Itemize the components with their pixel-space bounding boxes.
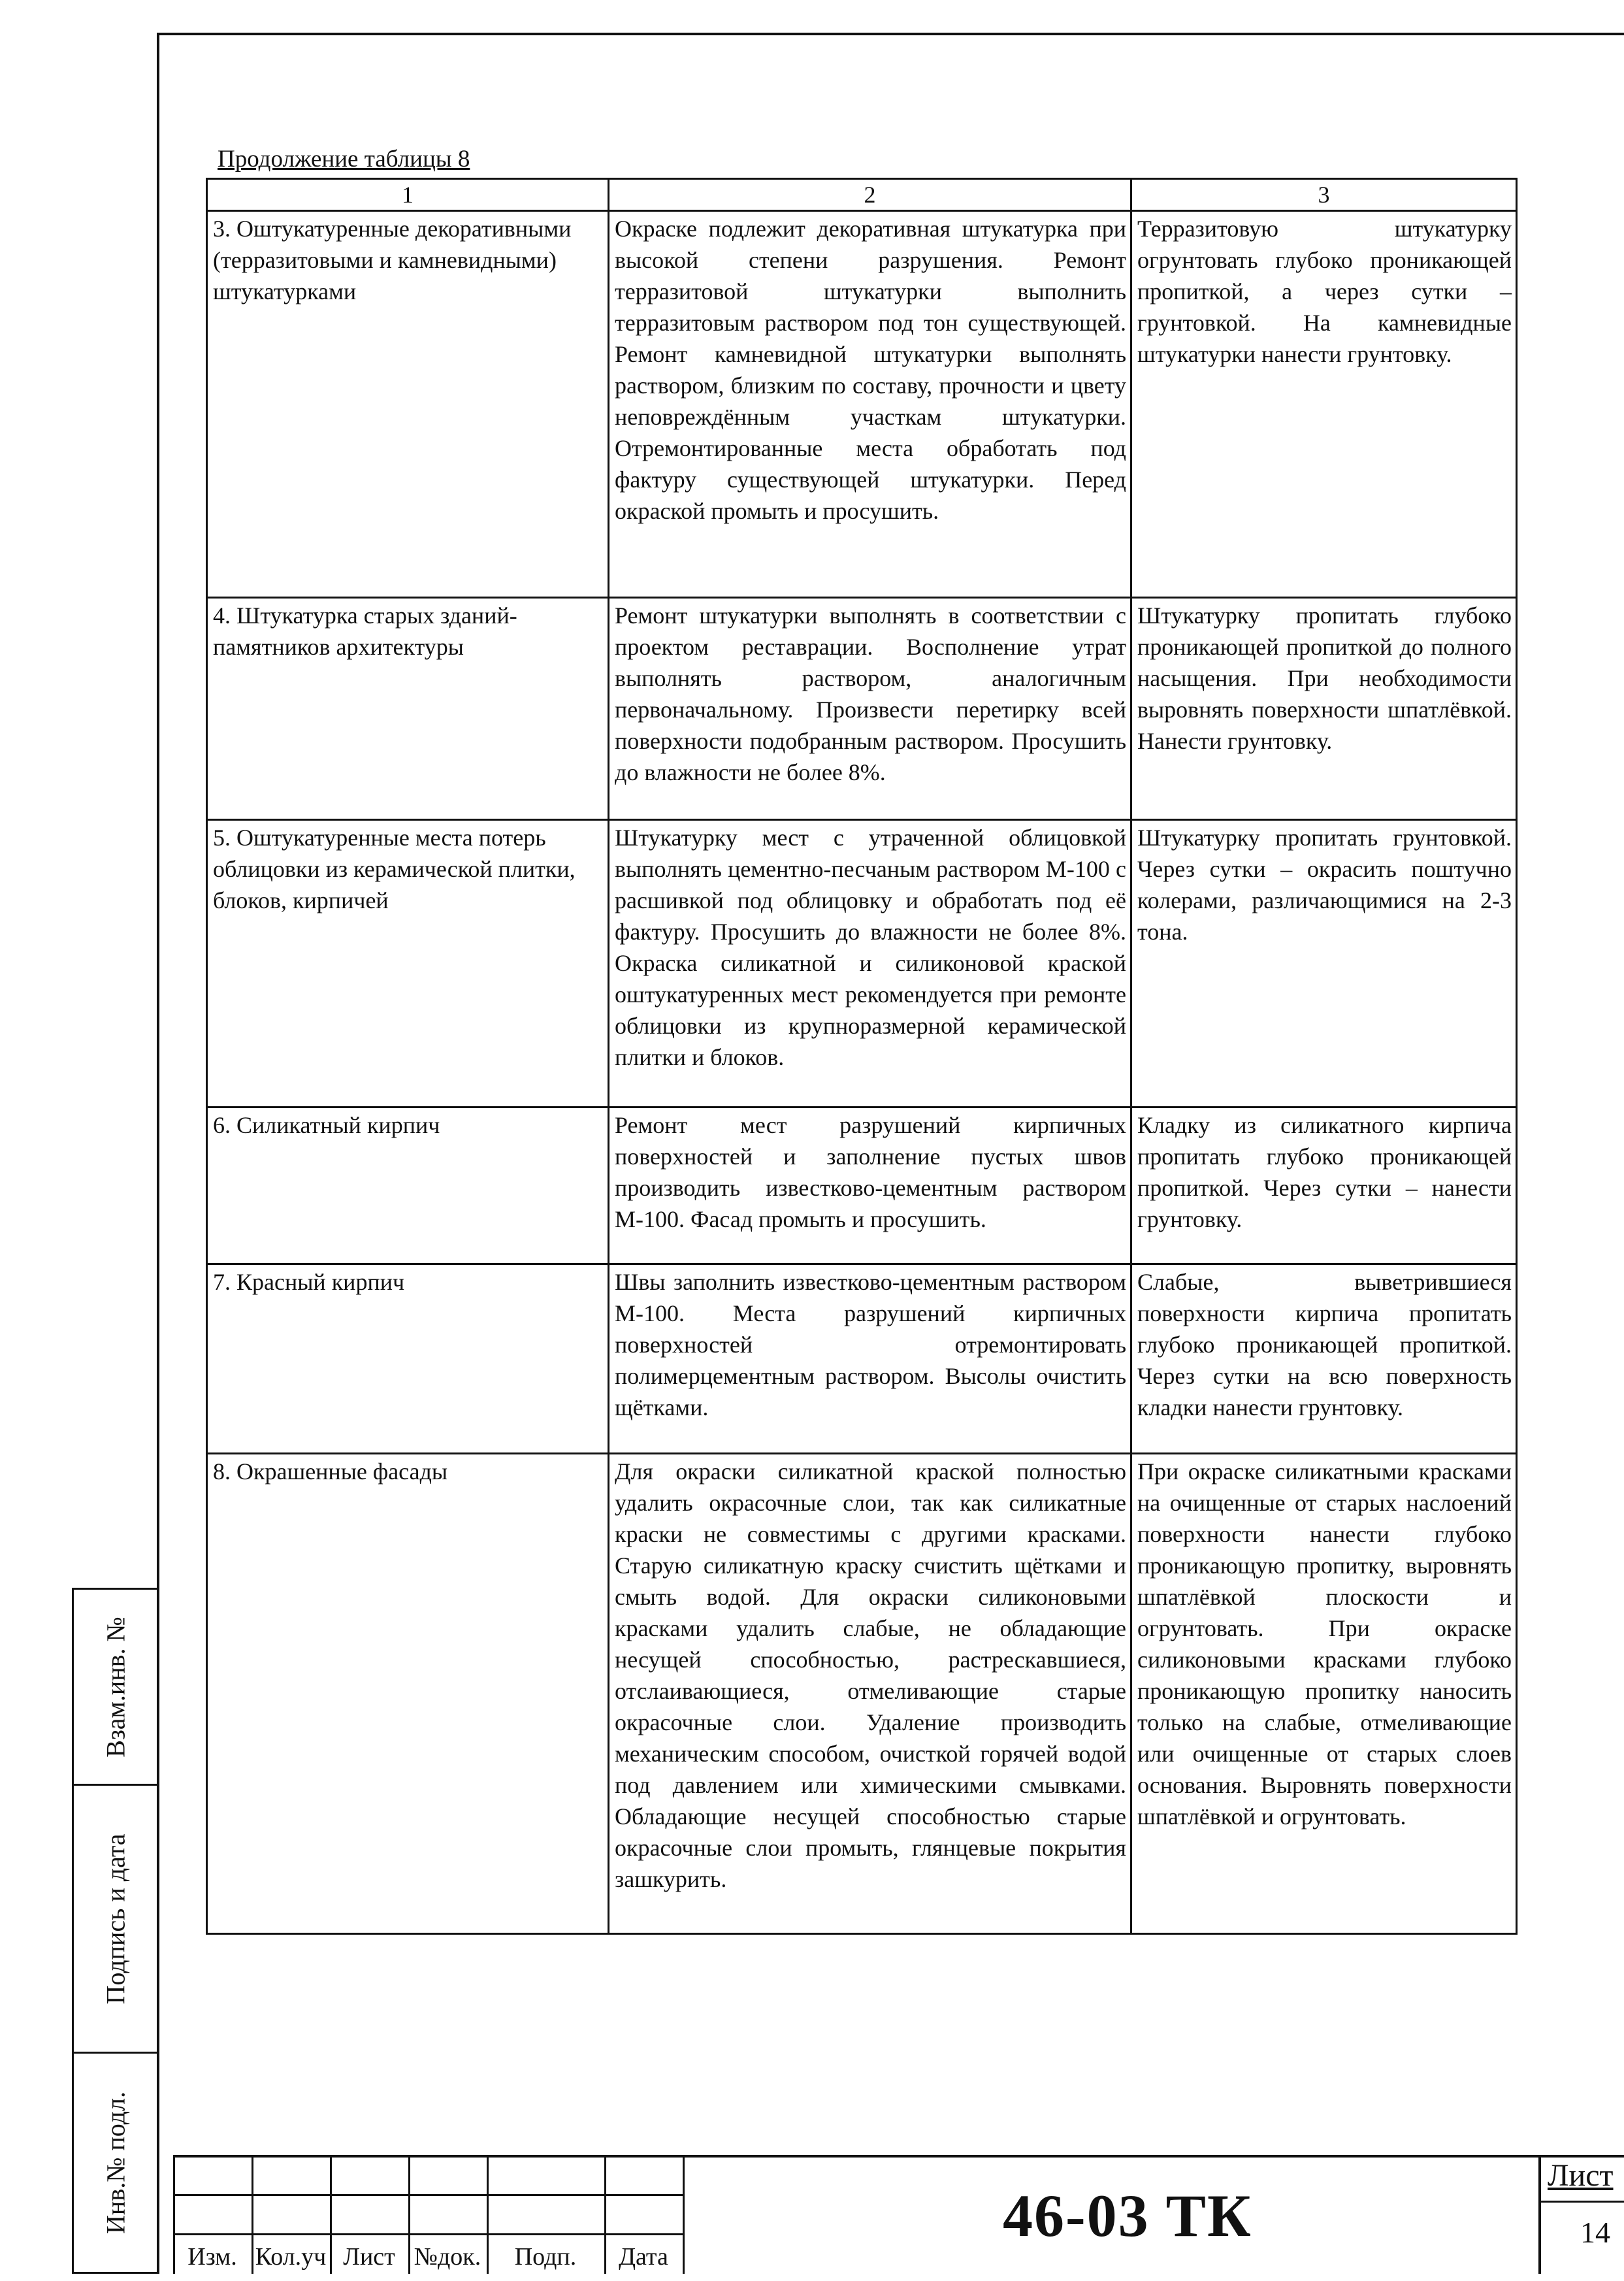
- table-cell-object: 6. Силикатный кирпич: [207, 1108, 609, 1264]
- title-block-divider: [683, 2155, 685, 2274]
- frame-top-line: [157, 33, 1624, 35]
- table-cell-repair: Ремонт мест разрушений кирпичных поверхностей и заполнение пустых швов производить известково-цементным раствором М-100. Фасад промыть и просушить.: [609, 1108, 1131, 1264]
- grid-line: [173, 2233, 683, 2235]
- table-cell-treatment: Терразитовую штукатурку огрунтовать глубоко проникающей пропиткой, а через сутки – грунтовкой. На камневидные штукатурки нанести грунтовку.: [1131, 211, 1517, 598]
- table-row: [207, 1108, 1517, 1264]
- table-cell-treatment: Штукатурку пропитать грунтовкой. Через сутки – окрасить поштучно колерами, различающимися на 2-3 тона.: [1131, 820, 1517, 1108]
- table-cell-object: 5. Оштукатуренные места потерь облицовки из керамической плитки, блоков, кирпичей: [207, 820, 609, 1108]
- table-row: [207, 211, 1517, 598]
- table-cell-repair: Ремонт штукатурки выполнять в соответствии с проектом реставрации. Восполнение утрат выполнять раствором, аналогичным первоначальному. Произвести перетирку всей поверхности подобранным раствором. Просушить до влажности не более 8%.: [609, 598, 1131, 820]
- table-cell-treatment: Слабые, выветрившиеся поверхности кирпича пропитать глубоко проникающей пропиткой. Через сутки на всю поверхность кладки нанести грунтовку.: [1131, 1264, 1517, 1454]
- table-cell-object: 8. Окрашенные фасады: [207, 1454, 609, 1934]
- stamp-label-izm: Изм.: [187, 2243, 237, 2271]
- side-stamp: [72, 1588, 157, 2274]
- sheet-divider: [1541, 2201, 1624, 2203]
- column-header: 3: [1131, 179, 1517, 211]
- stamp-label-ndok: №док.: [414, 2243, 481, 2271]
- table-cell-repair: Для окраски силикатной краской полностью удалить окрасочные слои, так как силикатные краски не совместимы с другими красками. Старую силикатную краску счистить щётками и смыть водой. Для окраски силиконовыми красками удалить слабые, не обладающие несущей способностью, растрескавшиеся, отслаивающиеся, отмеливающие старые окрасочные слои. Удаление производить механическим способом, очисткой горячей водой под давлением или химическими смывками. Обладающие несущей способностью старые окрасочные слои промыть, глянцевые покрытия зашкурить.: [609, 1454, 1131, 1934]
- table-header-row: [207, 179, 1517, 211]
- table-cell-repair: Швы заполнить известково-цементным раствором М-100. Места разрушений кирпичных поверхностей отремонтировать полимерцементным раствором. Высолы очистить щётками.: [609, 1264, 1131, 1454]
- side-label-podpis: Подпись и дата: [101, 1833, 130, 2005]
- title-block: [173, 2155, 1624, 2274]
- stamp-label-list: Лист: [343, 2243, 395, 2271]
- table-cell-treatment: При окраске силикатными красками на очищенные от старых наслоений поверхности нанести глубоко проникающую пропитку, выровнять шпатлёвкой плоскости и огрунтовать. При окраске силиконовыми красками глубоко проникающую пропитку наносить только на слабые, отмеливающие или очищенные от старых слоев основания. Выровнять поверхности шпатлёвкой и огрунтовать.: [1131, 1454, 1517, 1934]
- table-cell-object: 3. Оштукатуренные декоративными (терразитовыми и камневидными) штукатурками: [207, 211, 609, 598]
- side-cell-inv: [74, 2054, 157, 2272]
- sheet-number: 14: [1580, 2216, 1610, 2249]
- table-cell-treatment: Кладку из силикатного кирпича пропитать глубоко проникающей пропиткой. Через сутки – нанести грунтовку.: [1131, 1108, 1517, 1264]
- side-label-inv: Инв.№ подл.: [101, 2092, 130, 2234]
- main-table: [206, 178, 1518, 1935]
- column-header: 2: [609, 179, 1131, 211]
- stamp-label-koluch: Кол.уч: [255, 2243, 327, 2271]
- table-row: [207, 820, 1517, 1108]
- table-caption: Продолжение таблицы 8: [218, 146, 470, 172]
- table-cell-object: 7. Красный кирпич: [207, 1264, 609, 1454]
- side-cell-podpis: [74, 1786, 157, 2054]
- stamp-label-data: Дата: [619, 2243, 668, 2271]
- table-cell-treatment: Штукатурку пропитать глубоко проникающей пропиткой до полного насыщения. При необходимости выровнять поверхности шпатлёвкой. Нанести грунтовку.: [1131, 598, 1517, 820]
- column-header: 1: [207, 179, 609, 211]
- table-cell-repair: Штукатурку мест с утраченной облицовкой выполнять цементно-песчаным раствором М-100 с расшивкой под облицовку и обработать под её фактуру. Просушить до влажности не более 8%. Окраска силикатной и силиконовой краской оштукатуренных мест рекомендуется при ремонте облицовки из крупноразмерной керамической плитки и блоков.: [609, 820, 1131, 1108]
- stamp-label-podp: Подп.: [514, 2243, 577, 2271]
- revision-grid: [173, 2155, 683, 2274]
- table-cell-repair: Окраске подлежит декоративная штукатурка при высокой степени разрушения. Ремонт терразитовой штукатурки выполнить терразитовым раствором под тон существующей. Ремонт камневидной штукатурки выполнять раствором, близким по составу, прочности и цвету неповреждённым участкам штукатурки. Отремонтированные места обработать под фактуру существующей штукатурки. Перед окраской промыть и просушить.: [609, 211, 1131, 598]
- sheet-box: [1538, 2155, 1624, 2274]
- sheet-label: Лист: [1548, 2158, 1614, 2193]
- frame-left-line: [157, 33, 159, 2274]
- document-code: 46-03 ТК: [1003, 2182, 1252, 2249]
- grid-line: [173, 2194, 683, 2196]
- side-label-vzam: Взам.инв. №: [101, 1616, 130, 1758]
- table-row: [207, 1264, 1517, 1454]
- table-row: [207, 598, 1517, 820]
- table-cell-object: 4. Штукатурка старых зданий-памятников архитектуры: [207, 598, 609, 820]
- side-cell-vzam: [74, 1590, 157, 1786]
- table-row: [207, 1454, 1517, 1934]
